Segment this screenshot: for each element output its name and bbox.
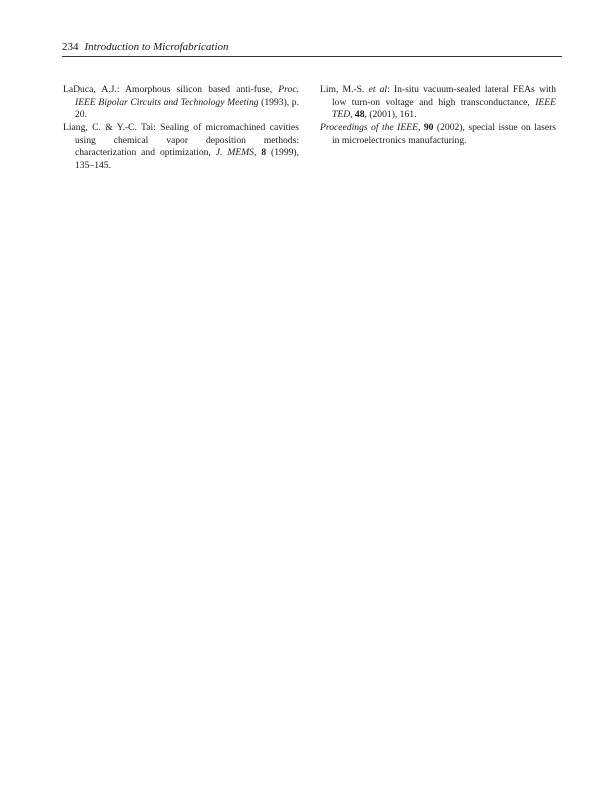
journal-name: J. MEMS: [215, 147, 254, 159]
volume-number: 8: [261, 147, 267, 159]
running-head: [62, 40, 562, 54]
reference-entry: Lim, M.-S. et al: In-situ vacuum-sealed lateral FEAs with low turn-on voltage and high transconductance, IEEE TED, 48, (2001), 161.: [320, 84, 556, 121]
references-right-column: [320, 84, 556, 148]
reference-entry: LaDuca, A.J.: Amorphous silicon based anti-fuse, Proc. IEEE Bipolar Circuits and Technology Meeting (1993), p. 20.: [63, 84, 299, 121]
journal-name: Proc. IEEE Bipolar Circuits and Technology Meeting: [75, 84, 299, 108]
header-rule: [62, 56, 562, 57]
journal-name: IEEE TED: [332, 96, 556, 121]
volume-number: 90: [423, 122, 434, 134]
book-title: Introduction to Microfabrication: [84, 41, 229, 53]
journal-name: Proceedings of the IEEE: [320, 122, 418, 134]
reference-entry: Liang, C. & Y.-C. Tai: Sealing of micromachined cavities using chemical vapor deposition methods: characterization and optimization, J. MEMS, 8 (1999), 135–145.: [63, 122, 300, 172]
reference-entry: Proceedings of the IEEE, 90 (2002), special issue on lasers in microelectronics manufacturing.: [320, 122, 557, 146]
page-number: 234: [62, 41, 79, 53]
references-left-column: [63, 84, 299, 173]
volume-number: 48: [354, 109, 365, 121]
